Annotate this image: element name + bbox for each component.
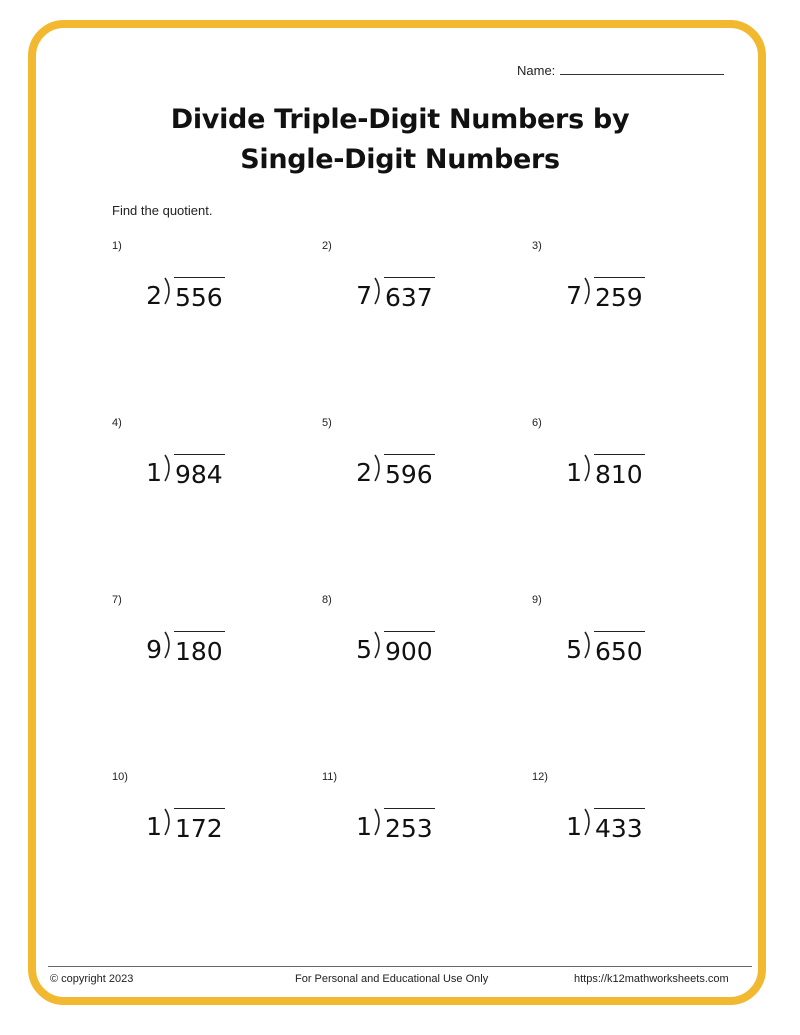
divisor: 1 — [356, 812, 372, 841]
dividend: 596 — [384, 454, 435, 493]
dividend: 984 — [174, 454, 225, 493]
problem-number: 3) — [532, 240, 542, 252]
dividend: 810 — [594, 454, 645, 493]
long-division — [146, 276, 225, 316]
dividend: 900 — [384, 631, 435, 670]
long-division — [356, 630, 435, 670]
division-bracket-icon — [162, 276, 174, 316]
title-line-2: Single-Digit Numbers — [240, 144, 560, 175]
problem-item — [532, 769, 742, 946]
problem-grid — [112, 238, 742, 946]
divisor: 1 — [146, 812, 162, 841]
problem-item — [112, 238, 322, 415]
dividend: 433 — [594, 808, 645, 847]
problem-item — [532, 592, 742, 769]
long-division — [356, 276, 435, 316]
dividend: 650 — [594, 631, 645, 670]
page-title — [0, 100, 800, 180]
divisor: 7 — [356, 281, 372, 310]
divisor: 5 — [566, 635, 582, 664]
problem-item — [532, 415, 742, 592]
problem-number: 12) — [532, 771, 548, 783]
divisor: 9 — [146, 635, 162, 664]
long-division — [146, 453, 225, 493]
division-bracket-icon — [582, 807, 594, 847]
long-division — [566, 453, 645, 493]
problem-number: 4) — [112, 417, 122, 429]
long-division — [566, 807, 645, 847]
title-line-1: Divide Triple-Digit Numbers by — [170, 104, 630, 135]
problem-number: 6) — [532, 417, 542, 429]
dividend: 180 — [174, 631, 225, 670]
division-bracket-icon — [372, 630, 384, 670]
problem-number: 8) — [322, 594, 332, 606]
long-division — [566, 630, 645, 670]
long-division — [146, 630, 225, 670]
division-bracket-icon — [582, 453, 594, 493]
dividend: 172 — [174, 808, 225, 847]
problem-number: 7) — [112, 594, 122, 606]
division-bracket-icon — [372, 276, 384, 316]
division-bracket-icon — [582, 276, 594, 316]
divisor: 5 — [356, 635, 372, 664]
name-label: Name: — [517, 63, 556, 78]
problem-item — [322, 592, 532, 769]
dividend: 637 — [384, 277, 435, 316]
divisor: 1 — [146, 458, 162, 487]
long-division — [146, 807, 225, 847]
problem-number: 9) — [532, 594, 542, 606]
division-bracket-icon — [162, 630, 174, 670]
problem-number: 2) — [322, 240, 332, 252]
problem-item — [112, 769, 322, 946]
divisor: 2 — [146, 281, 162, 310]
footer-divider — [48, 966, 752, 967]
long-division — [566, 276, 645, 316]
division-bracket-icon — [582, 630, 594, 670]
dividend: 556 — [174, 277, 225, 316]
division-bracket-icon — [372, 807, 384, 847]
footer-url: https://k12mathworksheets.com — [574, 973, 729, 985]
division-bracket-icon — [162, 453, 174, 493]
dividend: 253 — [384, 808, 435, 847]
problem-number: 11) — [322, 771, 338, 783]
name-field[interactable] — [517, 62, 724, 78]
problem-number: 1) — [112, 240, 122, 252]
divisor: 2 — [356, 458, 372, 487]
instructions: Find the quotient. — [112, 203, 213, 218]
divisor: 1 — [566, 458, 582, 487]
problem-item — [532, 238, 742, 415]
divisor: 1 — [566, 812, 582, 841]
long-division — [356, 807, 435, 847]
problem-item — [322, 415, 532, 592]
footer-usage: For Personal and Educational Use Only — [295, 973, 489, 985]
problem-item — [322, 769, 532, 946]
divisor: 7 — [566, 281, 582, 310]
long-division — [356, 453, 435, 493]
footer-copyright: © copyright 2023 — [50, 973, 134, 985]
problem-item — [112, 592, 322, 769]
problem-number: 10) — [112, 771, 128, 783]
dividend: 259 — [594, 277, 645, 316]
name-underline[interactable] — [560, 62, 724, 75]
division-bracket-icon — [372, 453, 384, 493]
problem-number: 5) — [322, 417, 332, 429]
division-bracket-icon — [162, 807, 174, 847]
problem-item — [322, 238, 532, 415]
problem-item — [112, 415, 322, 592]
